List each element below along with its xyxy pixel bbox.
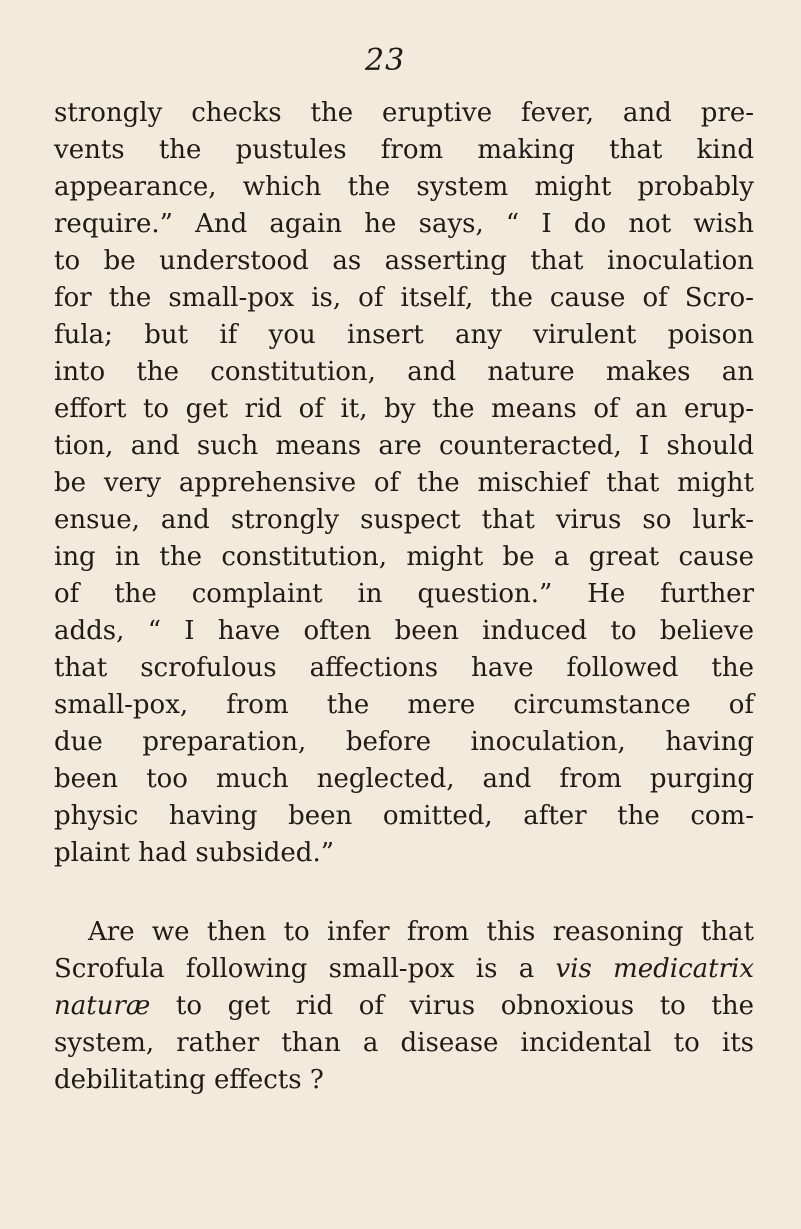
text-line: ing in the constitution, might be a great cause	[54, 542, 754, 572]
body-text	[54, 95, 754, 1099]
text-line: into the constitution, and nature makes an	[54, 357, 754, 387]
text-line: to be understood as asserting that inoculation	[54, 246, 754, 276]
page-number: 23	[365, 43, 406, 78]
text-line: ensue, and strongly suspect that virus so lurk-	[54, 505, 754, 535]
paragraph-1	[54, 95, 754, 872]
text-line: that scrofulous affections have followed the	[54, 653, 754, 683]
text-line: plaint had subsided.”	[54, 838, 335, 868]
text-line	[54, 988, 754, 1025]
italic-phrase: naturæ	[54, 991, 151, 1021]
text-line: vents the pustules from making that kind	[54, 135, 754, 165]
text-line: of the complaint in question.” He further	[54, 579, 754, 609]
text-line: Are we then to infer from this reasoning that	[88, 917, 754, 947]
text-line: system, rather than a disease incidental to its	[54, 1028, 754, 1058]
text-segment: to get rid of virus obnoxious to the	[150, 991, 754, 1021]
text-line: strongly checks the eruptive fever, and pre-	[54, 98, 754, 128]
italic-phrase: vis medicatrix	[555, 954, 755, 984]
text-line: appearance, which the system might probably	[54, 172, 754, 202]
text-line: physic having been omitted, after the com-	[54, 801, 754, 831]
text-line: for the small-pox is, of itself, the cause of Scro-	[54, 283, 754, 313]
text-line: due preparation, before inoculation, having	[54, 727, 754, 757]
text-line: require.” And again he says, “ I do not wish	[54, 209, 754, 239]
paragraph-2	[54, 914, 754, 1099]
text-line	[54, 951, 754, 988]
text-line: been too much neglected, and from purging	[54, 764, 754, 794]
text-line: small-pox, from the mere circumstance of	[54, 690, 754, 720]
text-line: be very apprehensive of the mischief that might	[54, 468, 754, 498]
text-segment: Scrofula following small-pox is a	[54, 954, 556, 984]
text-line: debilitating effects ?	[54, 1065, 324, 1095]
text-line: adds, “ I have often been induced to believe	[54, 616, 754, 646]
text-line: fula; but if you insert any virulent poison	[54, 320, 754, 350]
paragraph-gap	[54, 872, 754, 914]
text-line: tion, and such means are counteracted, I should	[54, 431, 754, 461]
text-line: effort to get rid of it, by the means of an erup-	[54, 394, 754, 424]
